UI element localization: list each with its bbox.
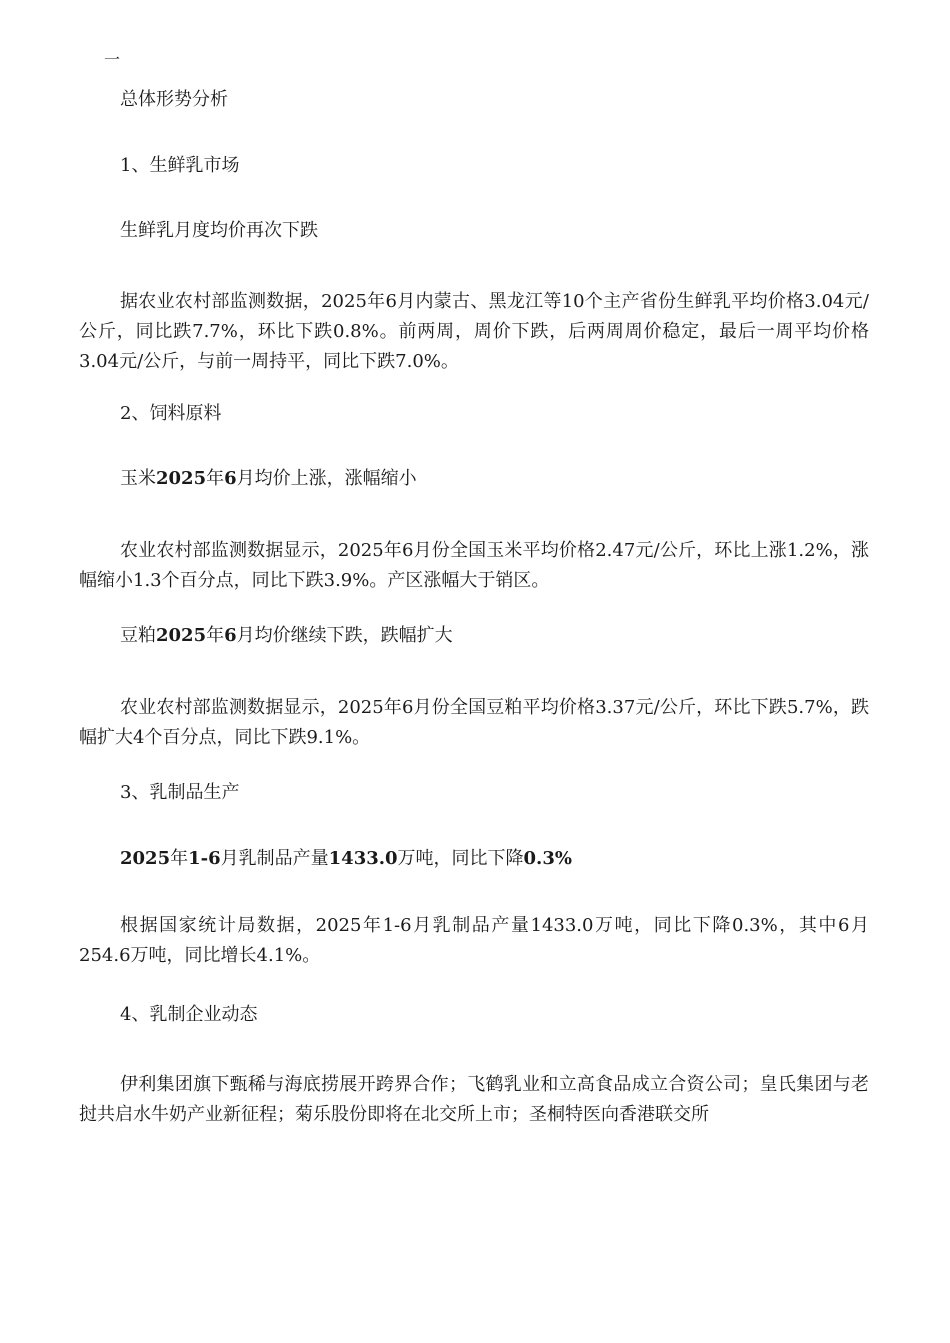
- dairy-production-paragraph: 根据国家统计局数据，2025年1-6月乳制品产量1433.0万吨，同比下降0.3%，其中6月254.6万吨，同比增长4.1%。: [79, 915, 869, 966]
- soymeal-subheading-part: 年: [206, 625, 225, 646]
- corn-subheading-year: 2025: [156, 468, 207, 489]
- raw-milk-paragraph: 据农业农村部监测数据，2025年6月内蒙古、黑龙江等10个主产省份生鲜乳平均价格3.04元/公斤，同比跌7.7%，环比下跌0.8%。前两周，周价下跌，后两周周价稳定，最后一周平均价格3.04元/公斤，与前一周持平，同比下跌7.0%。: [79, 291, 869, 372]
- dairy-subheading-months: 1-6: [188, 848, 221, 869]
- corn-subheading-part: 月均价上涨，涨幅缩小: [236, 468, 417, 489]
- corn-subheading: [120, 470, 417, 488]
- section-number-mark: 一: [104, 50, 121, 69]
- dairy-subheading-output: 1433.0: [328, 848, 398, 869]
- corn-subheading-part: 年: [206, 468, 225, 489]
- dairy-subheading-part: 年: [170, 848, 189, 869]
- soymeal-subheading-month: 6: [224, 625, 237, 646]
- enterprise-paragraph: 伊利集团旗下甄稀与海底捞展开跨界合作；飞鹤乳业和立高食品成立合资公司；皇氏集团与老挝共启水牛奶产业新征程；菊乐股份即将在北交所上市；圣桐特医向香港联交所: [79, 1074, 869, 1125]
- soymeal-paragraph: 农业农村部监测数据显示，2025年6月份全国豆粕平均价格3.37元/公斤，环比下跌5.7%，跌幅扩大4个百分点，同比下跌9.1%。: [79, 697, 869, 748]
- section-3-heading: 3、乳制品生产: [120, 782, 240, 803]
- soymeal-subheading-year: 2025: [156, 625, 207, 646]
- dairy-subheading-part: 万吨，同比下降: [397, 848, 524, 869]
- section-4-heading: 4、乳制企业动态: [120, 1004, 258, 1025]
- dairy-subheading-year: 2025: [120, 848, 171, 869]
- dairy-subheading-part: 月乳制品产量: [220, 848, 329, 869]
- corn-subheading-month: 6: [224, 468, 237, 489]
- section-1-heading: 1、生鲜乳市场: [120, 155, 240, 176]
- raw-milk-subheading: 生鲜乳月度均价再次下跌: [120, 220, 318, 241]
- soymeal-subheading: [120, 627, 453, 645]
- dairy-production-subheading: [120, 850, 572, 868]
- corn-subheading-part: 玉米: [120, 468, 156, 489]
- overview-heading: 总体形势分析: [120, 89, 228, 110]
- dairy-subheading-change: 0.3%: [523, 848, 572, 869]
- soymeal-subheading-part: 月均价继续下跌，跌幅扩大: [236, 625, 453, 646]
- section-2-heading: 2、饲料原料: [120, 403, 222, 424]
- corn-paragraph: 农业农村部监测数据显示，2025年6月份全国玉米平均价格2.47元/公斤，环比上涨1.2%，涨幅缩小1.3个百分点，同比下跌3.9%。产区涨幅大于销区。: [79, 540, 869, 591]
- soymeal-subheading-part: 豆粕: [120, 625, 156, 646]
